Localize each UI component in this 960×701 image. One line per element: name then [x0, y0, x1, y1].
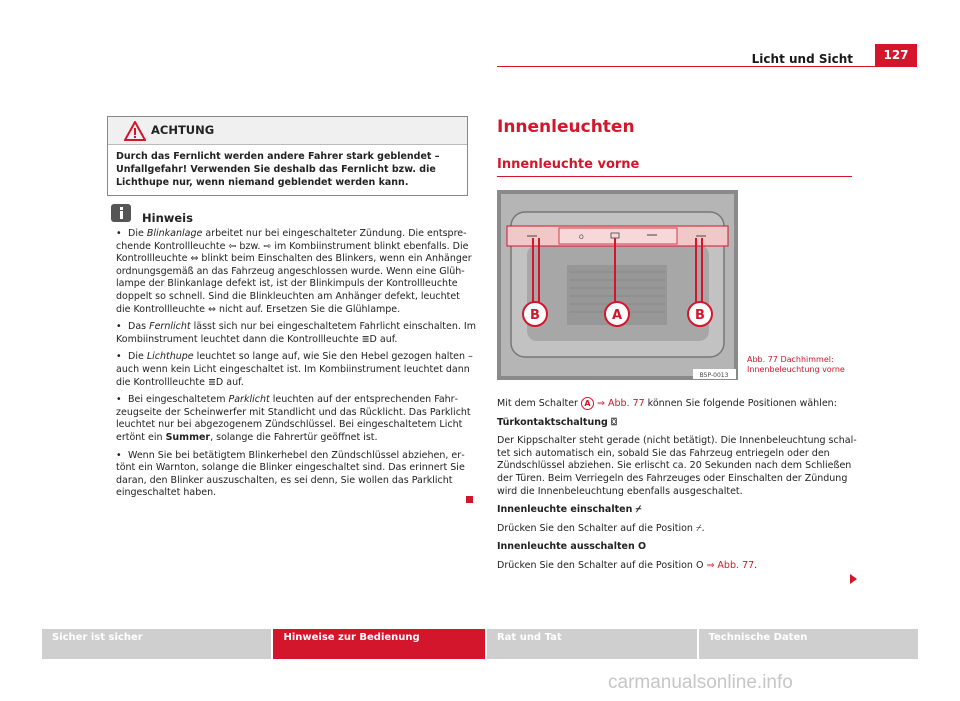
warning-header: [108, 117, 467, 145]
heading-light-off: Innenleuchte ausschalten O: [497, 541, 647, 553]
section-title: Innenleuchten: [497, 117, 635, 137]
main-text: [497, 397, 857, 579]
watermark: carmanualsonline.info: [608, 672, 793, 693]
warning-triangle-icon: [124, 121, 146, 141]
note-item: • Die Blinkanlage arbeitet nur bei eingeschalteter Zündung. Die entsprechende Kontrollleuchte ⇦ bzw. ⇨ im Kombiinstrument blinkt ebenfalls. Die Kontrollleuchte ⇔ blinkt beim Einschalten des Blinkers, wenn ein Anhänger ordnungsgemäß an das Fahrzeug angeschlossen wurde. Wenn eine Glühlampe der Blinkanlage defekt ist, ist der Blinkimpuls der Kontrollleuchte doppelt so schnell. Sind die Blinkleuchten am Anhänger defekt, leuchtet die Kontrollleuchte ⇔ nicht auf. Ersetzen Sie die Glühlampe.: [116, 228, 472, 315]
callout-b-left: [523, 302, 547, 326]
footer-nav: [42, 629, 918, 659]
note-item: • Bei eingeschaltetem Parklicht leuchten auf der entsprechenden Fahrzeugseite der Scheinwerfer mit Standlicht und das Rücklicht. Das Parklicht leuchtet nur bei abgezogenem Zündschlüssel. Bei eingeschaltetem Licht ertönt ein Summer, solange die Fahrertür geöffnet ist.: [116, 394, 471, 443]
svg-text:B: B: [530, 308, 540, 323]
figure-code: B5P-0013: [699, 372, 729, 379]
figure-link[interactable]: ⇒ Abb. 77: [706, 559, 755, 571]
heading-door-contact: Türkontaktschaltung ⌼: [497, 416, 617, 428]
page-number: 127: [875, 44, 917, 66]
intro-paragraph: Mit dem Schalter A ⇒ Abb. 77 können Sie folgende Positionen wählen:: [497, 398, 837, 409]
end-marker: [466, 496, 473, 503]
note-item: • Das Fernlicht lässt sich nur bei eingeschaltetem Fahrlicht einschalten. Im Kombiinstrument leuchtet dann die Kontrollleuchte ≣D auf.: [116, 321, 476, 345]
header-rule: [497, 66, 917, 67]
footer-tab-technical-data[interactable]: Technische Daten: [699, 629, 919, 659]
light-off-text: Drücken Sie den Schalter auf die Position O ⇒ Abb. 77.: [497, 559, 758, 571]
switch-off-symbol: O: [579, 234, 584, 241]
note-icon: [110, 203, 132, 223]
note-item: • Wenn Sie bei betätigtem Blinkerhebel den Zündschlüssel abziehen, ertönt ein Warnton, solange die Blinker eingeschaltet sind. Das erinnert Sie daran, den Blinker auszuschalten, es sei denn, Sie wollen das Parklicht eingeschaltet haben.: [116, 449, 465, 499]
figure-roof-lining: [497, 190, 738, 380]
callout-b-right: [688, 302, 712, 326]
note-title: Hinweis: [142, 211, 193, 225]
warning-box: [107, 116, 468, 196]
callout-a-inline: A: [581, 397, 594, 410]
footer-tab-safety[interactable]: Sicher ist sicher: [42, 629, 271, 659]
running-header-title: Licht und Sicht: [751, 52, 853, 66]
note-item: • Die Lichthupe leuchtet so lange auf, wie Sie den Hebel gezogen halten – auch wenn kein Licht eingeschaltet ist. Im Kombiinstrument leuchtet dann die Kontrollleuchte ≣D auf.: [116, 351, 473, 388]
footer-tab-advice[interactable]: Rat und Tat: [487, 629, 697, 659]
callout-a: [605, 302, 629, 326]
light-on-text: Drücken Sie den Schalter auf die Position ⌿.: [497, 522, 705, 534]
continue-arrow-icon: [850, 574, 857, 584]
door-contact-text: Der Kippschalter steht gerade (nicht betätigt). Die Innenbeleuchtung schaltet sich automatisch ein, sobald Sie das Fahrzeug entriegeln oder den Zündschlüssel abziehen. Sie erlischt ca. 20 Sekunden nach dem Schließen der Türen. Beim Verriegeln des Fahrzeuges oder Einschalten der Zündung wird die Innenbeleuchtung ebenfalls ausgeschaltet.: [497, 435, 857, 497]
svg-text:B: B: [695, 308, 705, 323]
figure-caption: Abb. 77 Dachhimmel: Innenbeleuchtung vorne: [747, 355, 845, 374]
note-body: [116, 228, 476, 505]
heading-light-on: Innenleuchte einschalten ⌿: [497, 504, 642, 516]
warning-title: ACHTUNG: [151, 123, 215, 137]
warning-text: Durch das Fernlicht werden andere Fahrer stark geblendet – Unfallgefahr! Verwenden Sie deshalb das Fernlicht bzw. die Lichthupe nur, wenn niemand geblendet werden kann.: [116, 151, 440, 188]
subsection-rule: [497, 176, 852, 177]
svg-text:A: A: [611, 308, 623, 323]
subsection-title: Innenleuchte vorne: [497, 157, 640, 172]
figure-link[interactable]: ⇒ Abb. 77: [593, 398, 645, 409]
footer-tab-operation[interactable]: Hinweise zur Bedienung: [273, 629, 485, 659]
